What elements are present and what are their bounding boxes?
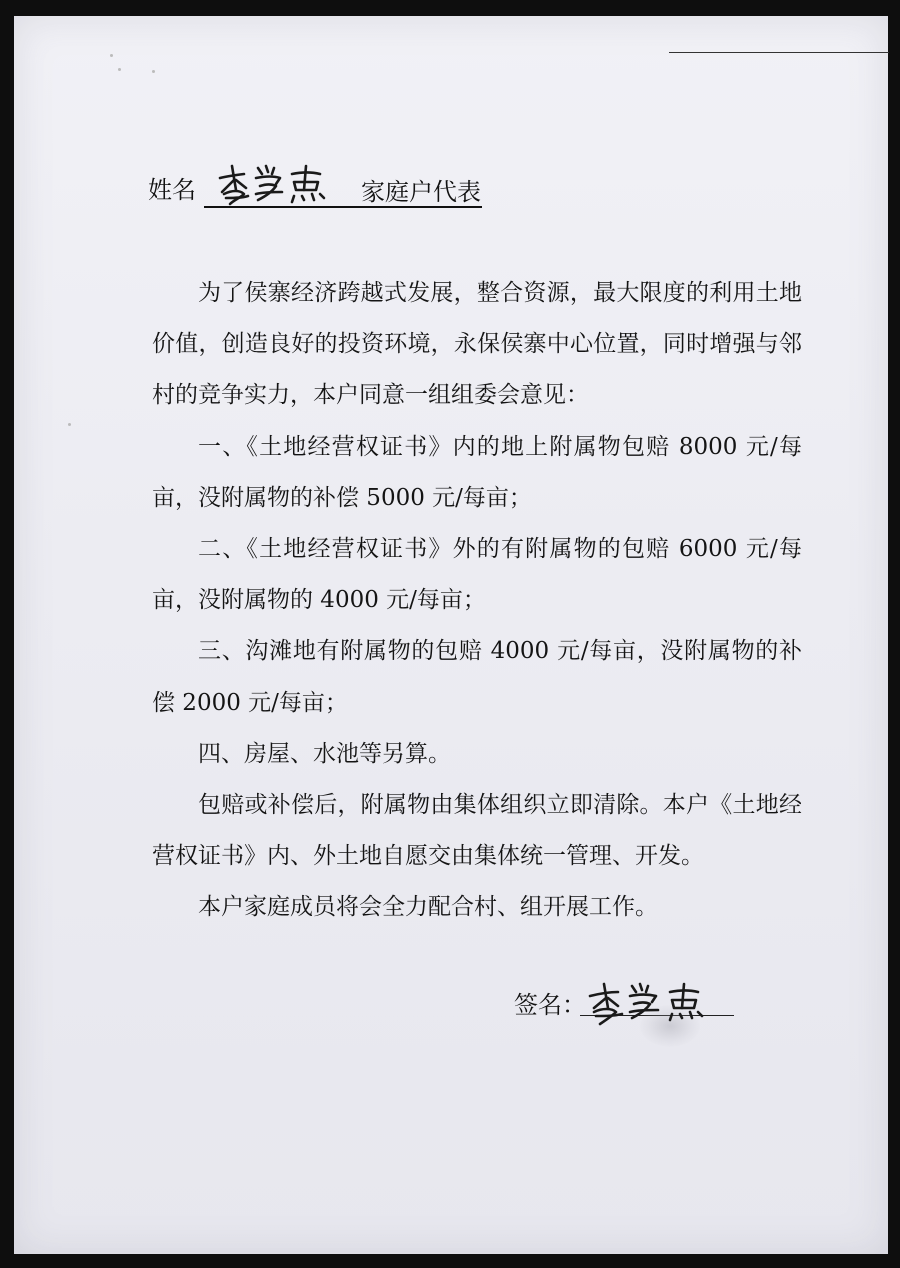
clause-4: 四、房屋、水池等另算。 bbox=[198, 740, 451, 767]
paper-speck bbox=[68, 423, 71, 426]
paper-speck bbox=[110, 54, 113, 57]
clearance-paragraph: 包赔或补偿后，附属物由集体组织立即清除。本户《土地经营权证书》内、外土地自愿交由集体统一管理、开发。 bbox=[152, 792, 802, 870]
paper-speck bbox=[152, 70, 155, 73]
handwritten-signature bbox=[586, 978, 716, 1026]
intro-paragraph: 为了侯寨经济跨越式发展，整合资源，最大限度的利用土地价值，创造良好的投资环境，永保侯寨中心位置，同时增强与邻村的竞争实力，本户同意一组组委会意见： bbox=[152, 280, 802, 409]
signature-block bbox=[514, 985, 586, 1020]
clause-3: 三、沟滩地有附属物的包赔 4000 元/每亩，没附属物的补偿 2000 元/每亩； bbox=[152, 638, 802, 716]
paper-speck bbox=[118, 68, 121, 71]
top-edge-rule bbox=[669, 52, 889, 53]
statement-body bbox=[152, 268, 802, 934]
cooperation-paragraph: 本户家庭成员将会全力配合村、组开展工作。 bbox=[198, 894, 658, 921]
clause-1: 一、《土地经营权证书》内的地上附属物包赔 8000 元/每亩，没附属物的补偿 5000 元/每亩； bbox=[152, 433, 802, 511]
signature-label: 签名： bbox=[514, 991, 586, 1019]
role-label: 家庭户代表 bbox=[361, 178, 481, 206]
clause-2: 二、《土地经营权证书》外的有附属物的包赔 6000 元/每亩，没附属物的 4000 元/每亩； bbox=[152, 536, 802, 614]
handwritten-name-signature bbox=[214, 160, 334, 208]
name-label: 姓名 bbox=[148, 176, 196, 204]
